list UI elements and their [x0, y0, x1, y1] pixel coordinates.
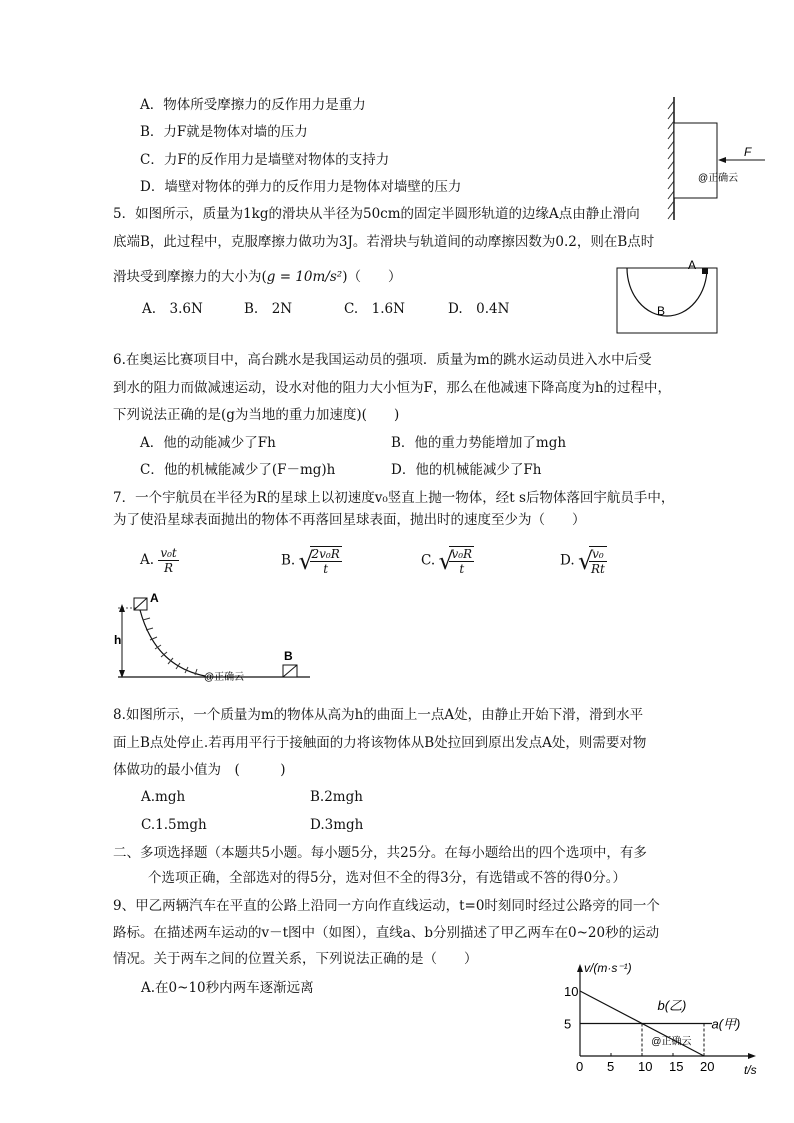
q4-option-b: B．力F就是物体对墙的压力: [140, 124, 308, 140]
q8-line3: 体做功的最小值为 ( ): [113, 762, 286, 778]
q9-line1: 9、甲乙两辆汽车在平直的公路上沿同一方向作直线运动，t=0时刻同时经过公路旁的同一个: [113, 898, 660, 914]
q8-line2: 面上B点处停止.若再用平行于接触面的力将该物体从B处拉回到原出发点A处，则需要对物: [113, 735, 647, 751]
q5-option-a: A. 3.6N: [142, 301, 203, 317]
q7-option-d-sqrt: [579, 546, 607, 576]
q6-option-d: D．他的机械能减少了Fh: [391, 462, 542, 478]
y-axis-label: v/(m·s⁻¹): [584, 961, 632, 975]
curved-surface: [140, 610, 205, 676]
q6-line3: 下列说法正确的是(g为当地的重力加速度)( ): [113, 407, 400, 423]
q7-line1: 7．一个宇航员在半径为R的星球上以初速度v₀竖直上抛一物体，经t s后物体落回宇航员手中，: [113, 490, 675, 506]
q5-line2: 底端B，此过程中，克服摩擦力做功为3J。若滑块与轨道间的动摩擦因数为0.2，则在B点时: [113, 234, 655, 250]
section2-heading-line2: 个选项正确，全部选对的得5分，选对但不全的得3分，有选错或不答的得0分。）: [148, 870, 627, 886]
point-a-label: A: [688, 258, 697, 272]
q7-option-b: [281, 546, 342, 576]
q7-option-b-label: B.: [281, 552, 296, 569]
q6-option-c: C．他的机械能减少了(F－mg)h: [140, 462, 336, 478]
q7-option-b-sqrt: [300, 546, 342, 576]
q7-option-d-fraction: [589, 546, 607, 576]
x-axis-arrow: [748, 1053, 756, 1059]
y-tick-label: 5: [564, 1016, 572, 1032]
y-axis-arrow: [577, 964, 583, 972]
q8-option-c: C.1.5mgh: [141, 817, 207, 833]
series-b-label: b(乙): [657, 997, 687, 1013]
q6-line1: 6.在奥运比赛项目中，高台跳水是我国运动员的强项．质量为m的跳水运动员进入水中后受: [113, 352, 652, 368]
x-tick-label: 20: [700, 1059, 715, 1074]
x-tick-label: 5: [607, 1059, 615, 1074]
q7-line2: 为了使沿星球表面抛出的物体不再落回星球表面，抛出时的速度至少为（ ）: [113, 512, 586, 528]
surface-hatching: [143, 618, 197, 675]
q7-option-d: [560, 546, 607, 576]
x-tick-label: 15: [669, 1059, 684, 1074]
q7-option-a-fraction: [158, 546, 178, 575]
q4-option-d: D．墙壁对物体的弹力的反作用力是物体对墙壁的压力: [140, 179, 462, 195]
height-label: h: [114, 633, 122, 647]
section2-heading-line1: 二、多项选择题（本题共5小题。每小题5分，共25分。在每小题给出的四个选项中，有多: [113, 845, 647, 861]
q5-track-figure: [614, 258, 724, 338]
watermark: @正确云: [651, 1036, 692, 1048]
track-box: [617, 268, 717, 333]
block: [674, 123, 717, 198]
q8-option-d: D.3mgh: [310, 817, 364, 833]
q8-line1: 8.如图所示，一个质量为m的物体从高为h的曲面上一点A处，由静止开始下滑，滑到水平: [113, 707, 644, 723]
q7-d-den: Rt: [590, 562, 605, 576]
q8-option-b: B.2mgh: [310, 789, 363, 805]
force-arrowhead: [718, 157, 726, 163]
q9-option-a: A.在0~10秒内两车逐渐远离: [141, 980, 314, 996]
q7-c-den: t: [459, 562, 465, 576]
q8-option-a: A.mgh: [141, 789, 186, 805]
q7-option-c-sqrt: [439, 546, 474, 576]
q7-option-c-fraction: [449, 546, 474, 576]
q6-option-a: A．他的动能减少了Fh: [140, 435, 276, 451]
q7-option-a-label: A.: [140, 552, 155, 568]
q7-option-c-label: C.: [421, 552, 436, 569]
q5-option-b: B. 2N: [244, 301, 293, 317]
q7-b-den: t: [323, 562, 329, 576]
q7-a-num: v₀t: [160, 546, 177, 560]
q4-option-a: A．物体所受摩擦力的反作用力是重力: [140, 97, 366, 113]
point-b-label: B: [657, 304, 666, 318]
q5-line1: 5．如图所示，质量为1kg的滑块从半径为50cm的固定半圆形轨道的边缘A点由静止滑向: [113, 206, 640, 222]
x-tick-label: 0: [576, 1059, 584, 1074]
y-tick-label: 10: [564, 984, 579, 999]
q5-option-c: C. 1.6N: [344, 301, 405, 317]
series-a-label: a(甲): [711, 1016, 741, 1032]
q5-formula: g = 10m/s²: [266, 269, 343, 285]
watermark: @正确云: [698, 173, 739, 184]
q4-option-c: C．力F的反作用力是墙壁对物体的支持力: [140, 152, 390, 168]
q9-line2: 路标。在描述两车运动的v－t图中（如图），直线a、b分别描述了甲乙两车在0~20秒的运动: [113, 925, 660, 941]
force-label: F: [744, 145, 752, 159]
q7-option-d-label: D.: [560, 552, 575, 569]
vt-chart: [556, 960, 766, 1080]
point-a-label: A: [150, 591, 159, 605]
q6-option-b: B．他的重力势能增加了mgh: [391, 435, 567, 451]
x-axis-label: t/s: [744, 1063, 757, 1077]
q7-a-den: R: [164, 561, 174, 575]
q7-option-c: [421, 546, 474, 576]
q4-wall-figure: [660, 95, 770, 225]
watermark: @正确云: [204, 672, 245, 683]
q5-option-d: D. 0.4N: [448, 301, 510, 317]
q5-line3: [113, 268, 401, 286]
q6-line2: 到水的阻力而做减速运动，设水对他的阻力大小恒为F，那么在他减速下降高度为h的过程中，: [113, 380, 672, 396]
slider-block: [702, 268, 708, 274]
q5-line3-post: )（ ）: [342, 269, 402, 285]
q7-option-b-fraction: [310, 546, 342, 576]
q5-line3-pre: 滑块受到摩擦力的大小为(: [113, 269, 267, 285]
x-tick-label: 10: [638, 1059, 653, 1074]
q7-option-a: [140, 546, 179, 575]
q7-c-num: √ v₀R: [451, 547, 473, 561]
q9-line3: 情况。关于两车之间的位置关系，下列说法正确的是（ ）: [113, 951, 478, 967]
point-b-label: B: [284, 649, 293, 663]
wall-hatching: [668, 101, 674, 219]
q8-slope-figure: [110, 588, 320, 683]
q7-b-num: √ 2v₀R: [311, 547, 340, 561]
q7-d-num: √ v₀: [589, 547, 607, 562]
